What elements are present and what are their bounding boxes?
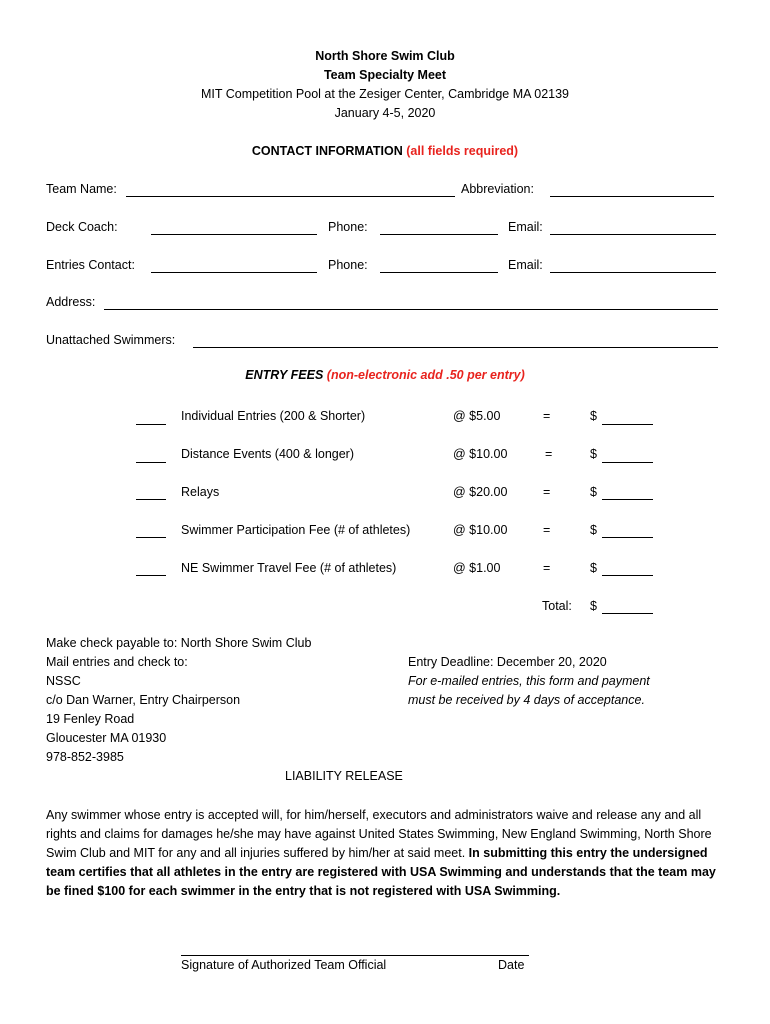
payment-mail-to: Mail entries and check to: <box>46 655 188 669</box>
fee-price: @ $5.00 <box>453 409 501 423</box>
payment-org: NSSC <box>46 674 81 688</box>
fee-quantity-field[interactable] <box>136 499 166 500</box>
payment-street: 19 Fenley Road <box>46 712 135 726</box>
fee-price: @ $10.00 <box>453 447 508 461</box>
payment-phone: 978-852-3985 <box>46 750 124 764</box>
fee-dollar: $ <box>590 523 597 537</box>
unattached-field[interactable] <box>193 347 718 348</box>
fee-label: Individual Entries (200 & Shorter) <box>181 409 366 423</box>
payment-contact: c/o Dan Warner, Entry Chairperson <box>46 693 241 707</box>
fee-quantity-field[interactable] <box>136 462 166 463</box>
payment-city: Gloucester MA 01930 <box>46 731 167 745</box>
fee-quantity-field[interactable] <box>136 537 166 538</box>
entries-contact-label: Entries Contact: <box>46 258 135 272</box>
fee-equals: = <box>543 561 551 575</box>
fee-amount-field[interactable] <box>602 575 653 576</box>
unattached-label: Unattached Swimmers: <box>46 333 176 347</box>
fee-label: Relays <box>181 485 220 499</box>
fees-note: (non-electronic add .50 per entry) <box>326 368 525 382</box>
fee-amount-field[interactable] <box>602 424 653 425</box>
fees-heading <box>0 368 770 382</box>
fee-dollar: $ <box>590 561 597 575</box>
fee-equals: = <box>545 447 553 461</box>
deck-coach-label: Deck Coach: <box>46 220 118 234</box>
meet-venue: MIT Competition Pool at the Zesiger Center, Cambridge MA 02139 <box>200 87 569 101</box>
contact-required-note: (all fields required) <box>406 144 519 158</box>
fee-dollar: $ <box>590 409 597 423</box>
entry-deadline: Entry Deadline: December 20, 2020 <box>408 655 607 669</box>
club-name: North Shore Swim Club <box>315 49 455 63</box>
deadline-note-2: must be received by 4 days of acceptance. <box>408 693 645 707</box>
deadline-note-1: For e-mailed entries, this form and payment <box>408 674 650 688</box>
total-dollar: $ <box>590 599 597 613</box>
entries-contact-field[interactable] <box>151 272 317 273</box>
fee-price: @ $10.00 <box>453 523 508 537</box>
signature-line[interactable] <box>181 955 529 956</box>
fee-equals: = <box>543 485 551 499</box>
abbreviation-field[interactable] <box>550 196 714 197</box>
team-name-label: Team Name: <box>46 182 117 196</box>
payment-payable: Make check payable to: North Shore Swim Club <box>46 636 312 650</box>
entries-contact-phone-field[interactable] <box>380 272 498 273</box>
deck-coach-field[interactable] <box>151 234 317 235</box>
fees-heading-label: ENTRY FEES <box>245 368 324 382</box>
fee-dollar: $ <box>590 447 597 461</box>
fee-equals: = <box>543 523 551 537</box>
liability-heading: LIABILITY RELEASE <box>285 769 403 783</box>
deck-coach-email-label: Email: <box>508 220 543 234</box>
fee-label: NE Swimmer Travel Fee (# of athletes) <box>181 561 397 575</box>
total-amount-field[interactable] <box>602 613 653 614</box>
liability-text <box>46 806 726 901</box>
fee-dollar: $ <box>590 485 597 499</box>
deck-coach-email-field[interactable] <box>550 234 716 235</box>
fee-label: Swimmer Participation Fee (# of athletes) <box>181 523 411 537</box>
entries-contact-phone-label: Phone: <box>328 258 368 272</box>
fee-amount-field[interactable] <box>602 537 653 538</box>
deck-coach-phone-field[interactable] <box>380 234 498 235</box>
fee-amount-field[interactable] <box>602 499 653 500</box>
deck-coach-phone-label: Phone: <box>328 220 368 234</box>
fee-price: @ $1.00 <box>453 561 501 575</box>
entries-contact-email-label: Email: <box>508 258 543 272</box>
total-label: Total: <box>542 599 572 613</box>
fee-label: Distance Events (400 & longer) <box>181 447 355 461</box>
abbreviation-label: Abbreviation: <box>461 182 534 196</box>
fee-quantity-field[interactable] <box>136 575 166 576</box>
date-label: Date <box>498 958 525 972</box>
team-name-field[interactable] <box>126 196 455 197</box>
address-label: Address: <box>46 295 96 309</box>
entries-contact-email-field[interactable] <box>550 272 716 273</box>
address-field[interactable] <box>104 309 718 310</box>
liability-bold: In submitting this entry the undersigned team certifies that all athletes in the entry are registered with USA Swimming and understands that the team may be fined $100 for each swimmer in the entry that is not registered with USA Swimming. <box>46 846 716 898</box>
contact-heading <box>0 144 770 158</box>
fee-equals: = <box>543 409 551 423</box>
contact-heading-label: CONTACT INFORMATION <box>251 144 403 158</box>
meet-dates: January 4-5, 2020 <box>334 106 436 120</box>
fee-price: @ $20.00 <box>453 485 508 499</box>
meet-name: Team Specialty Meet <box>323 68 447 82</box>
liability-body: Any swimmer whose entry is accepted will, for him/herself, executors and administrators waive and release any and all rights and claims for damages he/she may have against United States Swimming, New England Swimming, North Shore Swim Club and MIT for any and all injuries suffered by him/her at said meet. <box>46 808 712 860</box>
fee-quantity-field[interactable] <box>136 424 166 425</box>
signature-label: Signature of Authorized Team Official <box>181 958 387 972</box>
fee-amount-field[interactable] <box>602 462 653 463</box>
